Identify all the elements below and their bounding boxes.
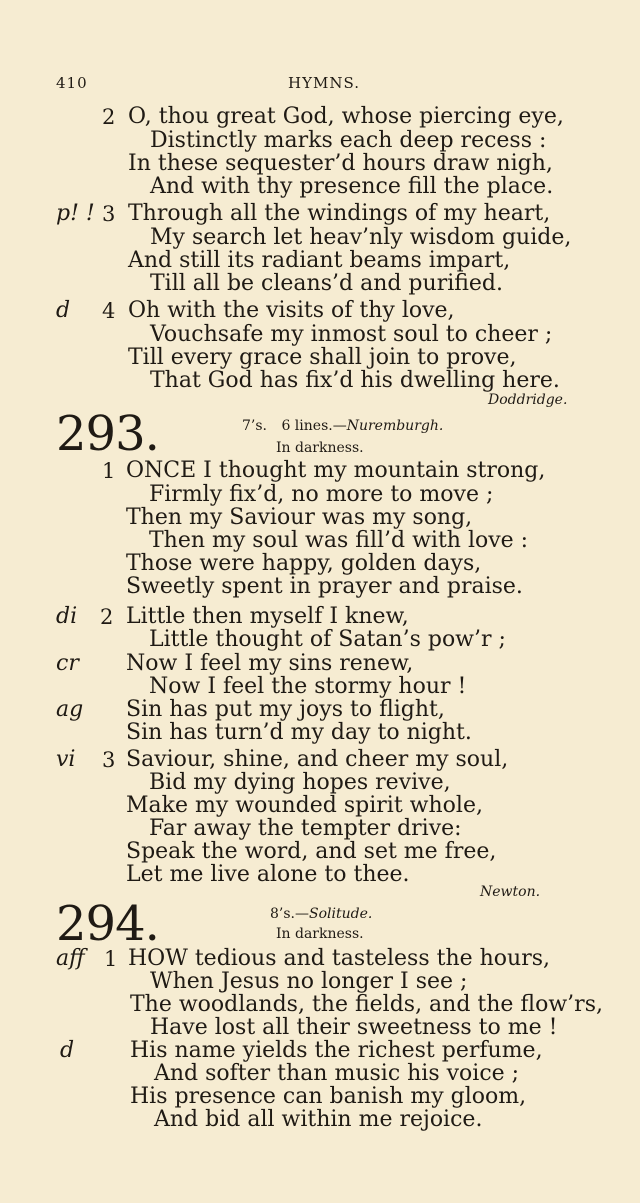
stanza-number: 3 — [102, 748, 116, 772]
verse-line: Make my wounded spirit whole, — [126, 793, 483, 818]
meter-label: 8’s.— — [270, 906, 309, 922]
dynamic-mark: d — [56, 298, 71, 323]
dynamic-mark: cr — [56, 651, 79, 676]
lines-note: 6 lines.— — [281, 418, 347, 434]
verse-line: Let me live alone to thee. — [126, 862, 410, 887]
verse-line: And still its radiant beams impart, — [128, 248, 511, 273]
verse-line: Speak the word, and set me free, — [126, 839, 497, 864]
verse-line: Now I feel my sins renew, — [126, 651, 414, 676]
verse-line: Then my soul was fill’d with love : — [149, 528, 529, 553]
verse-line: Sweetly spent in prayer and praise. — [126, 574, 523, 599]
verse-line: ONCE I thought my mountain strong, — [126, 458, 546, 483]
dynamic-mark: aff — [56, 946, 85, 971]
verse-line: Oh with the visits of thy love, — [128, 298, 455, 323]
verse-line: Then my Saviour was my song, — [126, 505, 473, 530]
verse-line: Vouchsafe my inmost soul to cheer ; — [150, 322, 553, 347]
verse-line: Those were happy, golden days, — [126, 551, 482, 576]
hymn-meter — [270, 906, 372, 922]
hymn-number: 294. — [56, 896, 159, 952]
hymn-author: Newton. — [480, 884, 541, 900]
verse-line: Little thought of Satan’s pow’r ; — [149, 627, 506, 652]
page-number: 410 — [56, 74, 88, 92]
stanza-number: 4 — [102, 299, 116, 323]
verse-line: His name yields the richest perfume, — [130, 1038, 543, 1063]
verse-line: His presence can banish my gloom, — [130, 1084, 527, 1109]
dynamic-mark: d — [60, 1038, 75, 1063]
verse-line: Till every grace shall join to prove, — [128, 345, 517, 370]
verse-line: And softer than music his voice ; — [154, 1061, 520, 1086]
hymn-subject: In darkness. — [276, 926, 364, 942]
dynamic-mark: di — [56, 604, 78, 629]
verse-line: Till all be cleans’d and purified. — [150, 271, 504, 296]
verse-line: Have lost all their sweetness to me ! — [150, 1015, 558, 1040]
meter-label: 7’s. — [242, 418, 267, 434]
verse-line: Now I feel the stormy hour ! — [149, 674, 467, 699]
verse-line: My search let heav’nly wisdom guide, — [150, 225, 572, 250]
dynamic-mark: p! ! — [56, 201, 95, 226]
tune-name: Nuremburgh. — [346, 418, 444, 434]
verse-line: When Jesus no longer I see ; — [150, 969, 468, 994]
verse-line: Sin has put my joys to flight, — [126, 697, 445, 722]
verse-line: In these sequester’d hours draw nigh, — [128, 151, 553, 176]
verse-line: Bid my dying hopes revive, — [149, 770, 451, 795]
dynamic-mark: ag — [56, 697, 84, 722]
verse-line: HOW tedious and tasteless the hours, — [128, 946, 551, 971]
stanza-number: 1 — [104, 947, 118, 971]
verse-line: Little then myself I knew, — [126, 604, 409, 629]
verse-line: O, thou great God, whose piercing eye, — [128, 104, 564, 129]
running-title: HYMNS. — [288, 74, 360, 92]
verse-line: Far away the tempter drive: — [149, 816, 462, 841]
verse-line: That God has fix’d his dwelling here. — [150, 368, 560, 393]
tune-name: Solitude. — [309, 906, 373, 922]
verse-line: Saviour, shine, and cheer my soul, — [126, 747, 509, 772]
stanza-number: 1 — [102, 459, 116, 483]
stanza-number: 2 — [100, 605, 114, 629]
verse-line: Distinctly marks each deep recess : — [150, 128, 547, 153]
stanza-number: 3 — [102, 202, 116, 226]
verse-line: And with thy presence fill the place. — [150, 174, 554, 199]
verse-line: And bid all within me rejoice. — [154, 1107, 483, 1132]
stanza-number: 2 — [102, 105, 116, 129]
verse-line: Through all the windings of my heart, — [128, 201, 551, 226]
hymn-meter — [242, 418, 443, 434]
hymn-subject: In darkness. — [276, 440, 364, 456]
hymn-number: 293. — [56, 406, 159, 462]
verse-line: The woodlands, the fields, and the flow’rs, — [130, 992, 603, 1017]
hymn-author: Doddridge. — [488, 392, 568, 408]
verse-line: Sin has turn’d my day to night. — [126, 720, 472, 745]
dynamic-mark: vi — [56, 747, 76, 772]
verse-line: Firmly fix’d, no more to move ; — [149, 482, 494, 507]
